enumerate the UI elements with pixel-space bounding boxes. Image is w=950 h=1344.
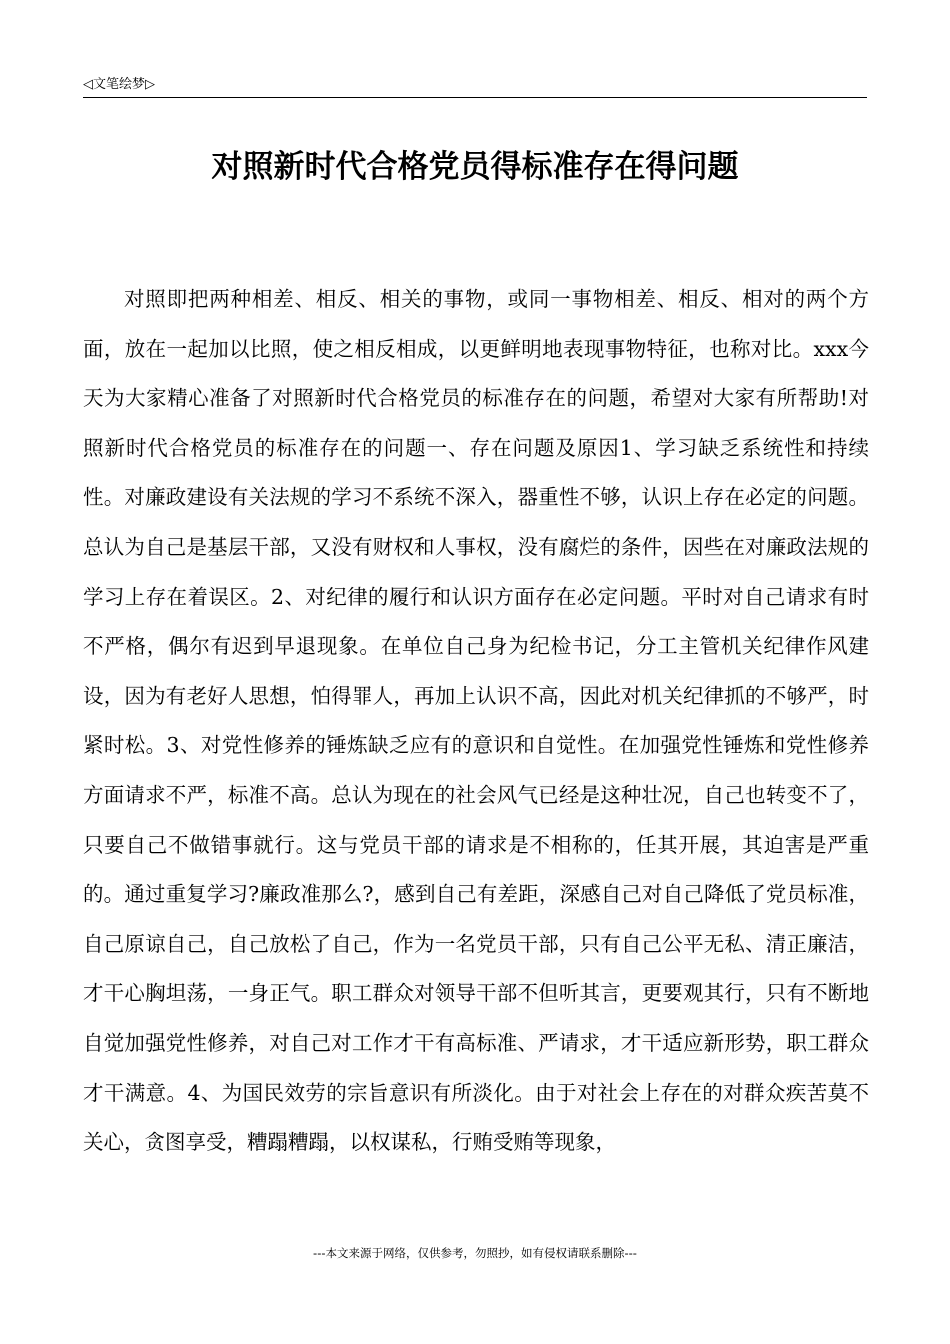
header-divider <box>83 97 867 98</box>
document-body: 对照即把两种相差、相反、相关的事物，或同一事物相差、相反、相对的两个方面，放在一起加以比照，使之相反相成，以更鲜明地表现事物特征，也称对比。xxx今天为大家精心准备了对照新时代合格党员的标准存在的问题，希望对大家有所帮助!对照新时代合格党员的标准存在的问题一、存在问题及原因1、学习缺乏系统性和持续性。对廉政建设有关法规的学习不系统不深入，器重性不够，认识上存在必定的问题。总认为自己是基层干部，又没有财权和人事权，没有腐烂的条件，因些在对廉政法规的学习上存在着误区。2、对纪律的履行和认识方面存在必定问题。平时对自己请求有时不严格，偶尔有迟到早退现象。在单位自己身为纪检书记，分工主管机关纪律作风建设，因为有老好人思想，怕得罪人，再加上认识不高，因此对机关纪律抓的不够严，时紧时松。3、对党性修养的锤炼缺乏应有的意识和自觉性。在加强党性锤炼和党性修养方面请求不严，标准不高。总认为现在的社会风气已经是这种壮况，自己也转变不了，只要自己不做错事就行。这与党员干部的请求是不相称的，任其开展，其迫害是严重的。通过重复学习?廉政准那么?，感到自己有差距，深感自己对自己降低了党员标准，自己原谅自己，自己放松了自己，作为一名党员干部，只有自己公平无私、清正廉洁，才干心胸坦荡，一身正气。职工群众对领导干部不但听其言，更要观其行，只有不断地自觉加强党性修养，对自己对工作才干有高标准、严请求，才干适应新形势，职工群众才干满意。4、为国民效劳的宗旨意识有所淡化。由于对社会上存在的对群众疾苦莫不关心，贪图享受，糟蹋糟蹋，以权谋私，行贿受贿等现象， <box>83 287 869 1155</box>
page-header: ◁文笔绘梦▷ <box>83 77 155 92</box>
page-footer: ---本文来源于网络，仅供参考，勿照抄，如有侵权请联系删除--- <box>313 1246 637 1260</box>
document-title: 对照新时代合格党员得标准存在得问题 <box>211 149 739 185</box>
